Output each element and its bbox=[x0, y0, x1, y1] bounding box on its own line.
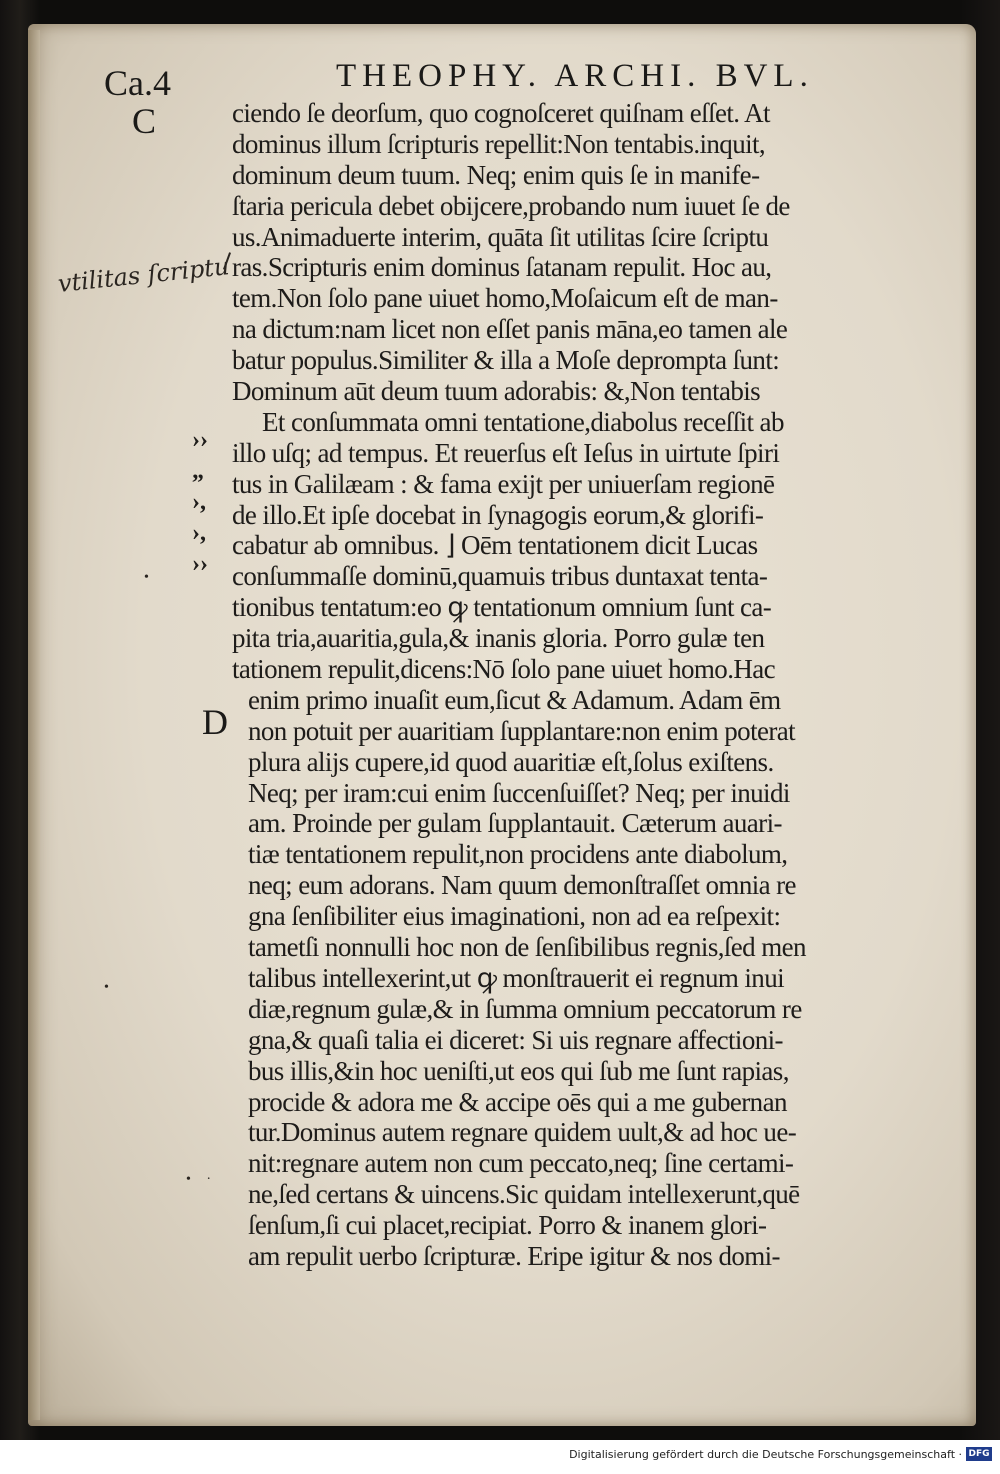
text-line: tationem repulit,dicens:Nō ſolo pane uiuet homo.Hac bbox=[232, 654, 776, 685]
text-line: gna ſenſibiliter eius imaginationi, non ad ea reſpexit: bbox=[248, 901, 781, 932]
quote-mark: ›› bbox=[192, 427, 208, 453]
text-line: Et conſummata omni tentatione,diabolus receſſit ab bbox=[262, 406, 784, 437]
text-line: tiæ tentationem repulit,non procidens ante diabolum, bbox=[248, 839, 788, 870]
text-line: us.Animaduerte interim, quāta ſit utilitas ſcire ſcriptu bbox=[232, 221, 769, 252]
section-letter-c: C bbox=[132, 101, 157, 141]
chapter-marker: Ca.4 bbox=[104, 63, 171, 103]
text-line: tus in Galilæam : & fama exijt per uniuerſam regionē bbox=[232, 468, 775, 499]
text-line: talibus intellexerint,ut ꝙ monſtrauerit ei regnum inui bbox=[248, 962, 784, 993]
text-line: neq; eum adorans. Nam quum demonſtraſſet omnia re bbox=[248, 870, 796, 901]
text-line: nit:regnare autem non cum peccato,neq; ſine certami- bbox=[248, 1148, 794, 1179]
ink-speck: • bbox=[144, 570, 149, 585]
text-line: ſenſum,ſi cui placet,recipiat. Porro & inanem glori- bbox=[248, 1210, 767, 1241]
dfg-logo-icon: DFG bbox=[966, 1447, 992, 1461]
text-line: de illo.Et ipſe docebat in ſynagogis eorum,& glorifi- bbox=[232, 499, 764, 530]
text-line: Neq; per iram:cui enim ſuccenſuiſſet? Neq; per inuidi bbox=[248, 777, 790, 808]
text-line: pita tria,auaritia,gula,& inanis gloria. Porro gulæ ten bbox=[232, 623, 765, 654]
text-line: ciendo ſe deorſum, quo cognoſceret quiſnam eſſet. At bbox=[232, 98, 770, 128]
quotation-mark-column bbox=[192, 425, 232, 579]
text-line: Dominum aūt deum tuum adorabis: &,Non tentabis bbox=[232, 376, 761, 407]
ink-speck: • bbox=[104, 980, 109, 995]
handwritten-margin-note: vtilitas ſcriptu bbox=[56, 252, 231, 298]
body-text-block bbox=[232, 98, 944, 1272]
text-line: plura alijs cupere,id quod auaritiæ eſt,ſolus exiſtens. bbox=[248, 746, 774, 777]
text-line: gna,& quaſi talia ei diceret: Si uis regnare affectioni- bbox=[248, 1024, 783, 1055]
text-line: bus illis,&in hoc ueniſti,ut eos qui ſub me ſunt rapias, bbox=[248, 1055, 789, 1086]
text-line: am. Proinde per gulam ſupplantauit. Cæterum auari- bbox=[248, 808, 782, 839]
text-line: ras.Scripturis enim dominus ſatanam repulit. Hoc au, bbox=[232, 252, 772, 283]
quote-mark: ›, bbox=[192, 488, 206, 515]
quote-mark: „ bbox=[192, 457, 204, 484]
text-line: dominum deum tuum. Neq; enim quis ſe in manife- bbox=[232, 159, 760, 190]
text-line: ſtaria pericula debet obijcere,probando num iuuet ſe de bbox=[232, 190, 790, 221]
ink-speck: • · bbox=[186, 1172, 218, 1187]
text-line: conſummaſſe dominū,quamuis tribus duntaxat tenta- bbox=[232, 561, 768, 592]
text-line: tionibus tentatum:eo ꝙ tentationum omnium ſunt ca- bbox=[232, 592, 772, 623]
text-line: tametſi nonnulli hoc non de ſenſibilibus regnis,ſed men bbox=[248, 932, 806, 963]
funding-credit: Digitalisierung gefördert durch die Deutsche Forschungsgemeinschaft · bbox=[569, 1448, 962, 1461]
text-line: non potuit per auaritiam ſupplantare:non enim poterat bbox=[248, 715, 796, 746]
text-line: dominus illum ſcripturis repellit:Non tentabis.inquit, bbox=[232, 128, 766, 159]
quote-mark: ›› bbox=[192, 550, 208, 577]
text-line: na dictum:nam licet non eſſet panis māna,eo tamen ale bbox=[232, 314, 788, 345]
section-letter-d: D bbox=[202, 702, 228, 742]
quote-mark: ›, bbox=[192, 519, 206, 546]
text-line: ne,ſed certans & uincens.Sic quidam intellexerunt,quē bbox=[248, 1179, 800, 1210]
text-line: illo uſq; ad tempus. Et reuerſus eſt Ieſus in uirtute ſpiri bbox=[232, 437, 780, 468]
text-line: cabatur ab omnibus. ⌋ Oēm tentationem dicit Lucas bbox=[232, 530, 758, 561]
running-title: THEOPHY. ARCHI. BVL. bbox=[336, 58, 814, 94]
text-line: tur.Dominus autem regnare quidem uult,& ad hoc ue- bbox=[248, 1117, 797, 1148]
text-line: tem.Non ſolo pane uiuet homo,Moſaicum eſt de man- bbox=[232, 283, 778, 314]
page-gutter-shadow bbox=[28, 30, 40, 1420]
text-line: diæ,regnum gulæ,& in ſumma omnium peccatorum re bbox=[248, 993, 802, 1024]
text-line: procide & adora me & accipe oēs qui a me gubernan bbox=[248, 1086, 787, 1117]
text-line: batur populus.Similiter & illa a Moſe deprompta ſunt: bbox=[232, 345, 780, 376]
text-line: enim primo inuaſit eum,ſicut & Adamum. Adam ēm bbox=[248, 684, 781, 715]
text-line: am repulit uerbo ſcripturæ. Eripe igitur & nos domi- bbox=[248, 1240, 780, 1271]
